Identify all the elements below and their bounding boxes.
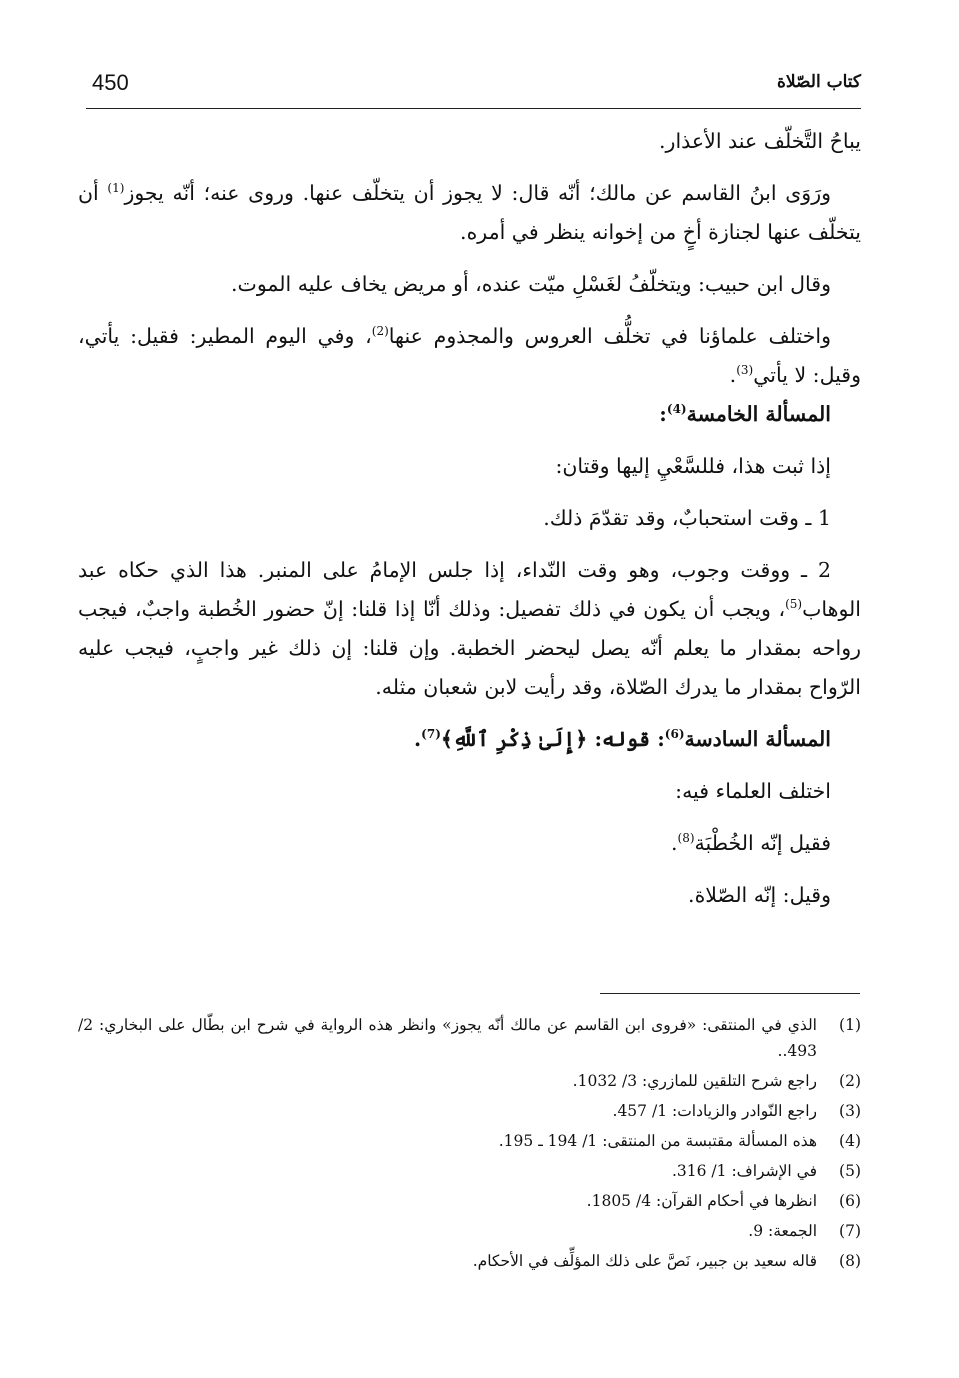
footnote-number: (8) <box>839 1252 861 1270</box>
header-rule <box>86 108 861 109</box>
footnote-text: راجع شرح التلقين للمازري: 3/ 1032. <box>572 1072 817 1090</box>
paragraph-3: وقال ابن حبيب: ويتخلّفُ لغَسْلِ ميّت عنده، أو مريض يخاف عليه الموت. <box>231 272 831 296</box>
footnote-number: (5) <box>839 1162 861 1180</box>
footnote-number: (7) <box>839 1222 861 1240</box>
footnote-3 <box>78 1098 861 1124</box>
footnote-number: (3) <box>839 1102 861 1120</box>
footnote-marker-8[interactable]: (8) <box>677 831 695 846</box>
footnote-text: قاله سعيد بن جبير، نَصَّ على ذلك المؤلِّف في الأحكام. <box>472 1252 817 1270</box>
footnote-1 <box>78 1012 861 1064</box>
paragraph-10: وقيل: إنّه الصّلاة. <box>688 883 831 907</box>
footnote-text: انظرها في أحكام القرآن: 4/ 1805. <box>586 1192 817 1210</box>
footnote-8 <box>78 1248 861 1274</box>
footnote-marker-6[interactable]: (6) <box>664 727 685 742</box>
footnote-number: (1) <box>839 1016 861 1034</box>
paragraph-2: ورَوَى ابنُ القاسم عن مالك؛ أنّه قال: لا يجوز أن يتخلّف عنها. وروى عنه؛ أنّه يجوز$^{(1)}$ أن يتخلّف عنها لجنازة أخٍ من إخوانه ينظر في أمره. <box>78 181 861 244</box>
list-item-1: 1 ـ وقت استحبابٌ، وقد تقدّمَ ذلك. <box>543 506 831 530</box>
paragraph-4: واختلف علماؤنا في تخلُّف العروس والمجذوم عنها$^{(2)}$، وفي اليوم المطير: فقيل: يأتي، وقيل: لا يأتي$^{(3)}$. <box>78 324 861 387</box>
footnote-separator <box>600 993 860 994</box>
footnote-text: الذي في المنتقى: «فروى ابن القاسم عن مالك أنّه يجوز» وانظر هذه الرواية في شرح ابن بطّال على البخاري: 2/ 493.. <box>78 1016 817 1060</box>
main-text <box>78 122 861 915</box>
footnote-marker-2[interactable]: (2) <box>371 324 389 339</box>
paragraph-8: اختلف العلماء فيه: <box>675 779 831 803</box>
footnote-number: (6) <box>839 1192 861 1210</box>
paragraph-5: إذا ثبت هذا، فللسَّعْيِ إليها وقتان: <box>555 454 831 478</box>
running-header <box>80 62 861 102</box>
footnote-4 <box>78 1128 861 1154</box>
footnote-2 <box>78 1068 861 1094</box>
footnote-text: هذه المسألة مقتبسة من المنتقى: 1/ 194 ـ 195. <box>498 1132 817 1150</box>
footnotes <box>78 1012 861 1278</box>
section-heading-5: المسألة الخامسة$^{(4)}$: <box>659 402 831 426</box>
paragraph-9: فقيل إنّه الخُطْبَة$^{(8)}$. <box>670 831 831 855</box>
footnote-6 <box>78 1188 861 1214</box>
running-title: كتاب الصّلاة <box>776 72 861 92</box>
footnote-marker-5[interactable]: (5) <box>785 597 803 612</box>
quran-quote: ﴿إِلَىٰ ذِكْرِ ٱللَّهِ﴾ <box>440 727 588 751</box>
list-item-2: 2 ـ ووقت وجوب، وهو وقت النّداء، إذا جلس الإمامُ على المنبر. هذا الذي حكاه عبد الوهاب$^{(5)}$، ويجب أن يكون في ذلك تفصيل: وذلك أنّا إذا قلنا: إنّ حضور الخُطبة واجبٌ، فيجب رواحه بمقدار ما يعلم أنّه يصل ليحضر الخطبة. وإن قلنا: إن ذلك غير واجبٍ، فيجب عليه الرّواح بمقدار ما يدرك الصّلاة، وقد رأيت لابن شعبان مثله. <box>78 558 861 699</box>
section-heading-6: المسألة السادسة$^{(6)}$: قوله: ﴿إِلَىٰ ذِكْرِ ٱللَّهِ﴾$^{(7)}$. <box>414 727 831 751</box>
footnote-number: (4) <box>839 1132 861 1150</box>
footnote-marker-1[interactable]: (1) <box>107 181 125 196</box>
footnote-5 <box>78 1158 861 1184</box>
footnote-7 <box>78 1218 861 1244</box>
footnote-marker-3[interactable]: (3) <box>736 363 754 378</box>
footnote-text: في الإشراف: 1/ 316. <box>671 1162 817 1180</box>
footnote-marker-4[interactable]: (4) <box>666 402 687 417</box>
footnote-number: (2) <box>839 1072 861 1090</box>
page-number: 450 <box>92 70 129 95</box>
footnote-marker-7[interactable]: (7) <box>421 727 441 742</box>
paragraph-1: يباحُ التَّخلّف عند الأعذار. <box>659 129 861 153</box>
footnote-text: راجع النّوادر والزيادات: 1/ 457. <box>612 1102 817 1120</box>
footnote-text: الجمعة: 9. <box>748 1222 817 1240</box>
